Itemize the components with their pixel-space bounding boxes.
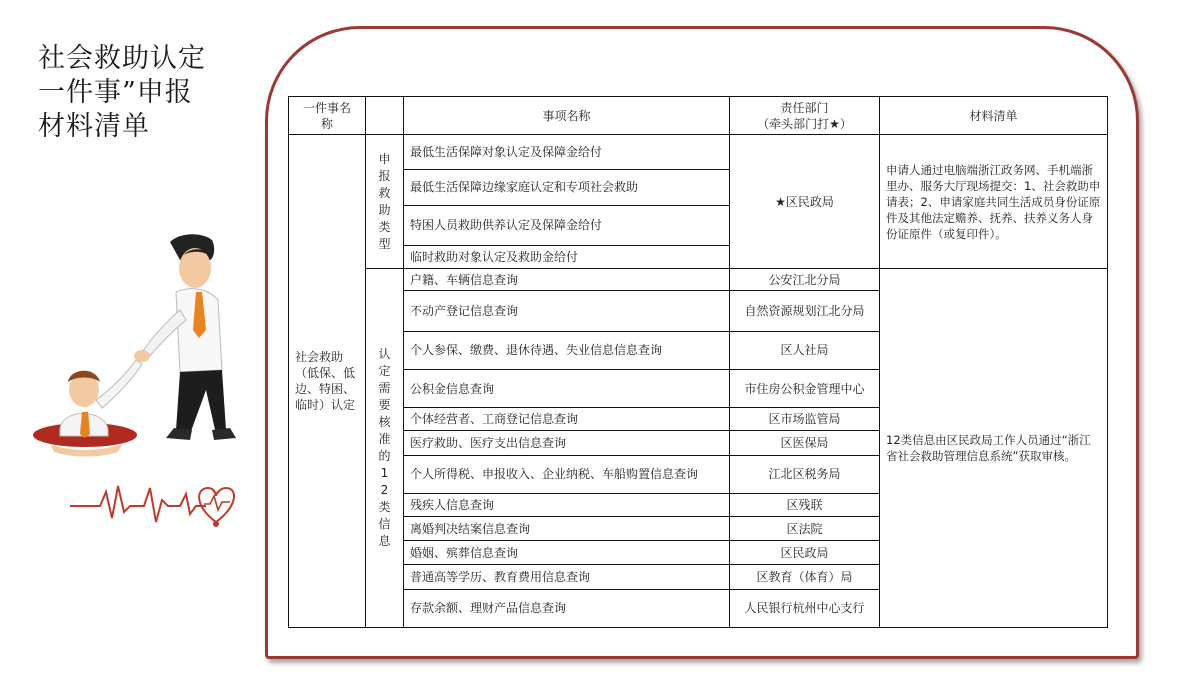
group1-item: 最低生活保障对象认定及保障金给付 xyxy=(404,135,730,169)
group1-item: 临时救助对象认定及救助金给付 xyxy=(404,246,730,269)
group1-item: 最低生活保障边缘家庭认定和专项社会救助 xyxy=(404,169,730,205)
group2-department: 区医保局 xyxy=(730,431,880,455)
table-row xyxy=(289,269,1108,291)
table-header-row xyxy=(289,97,1108,135)
group2-item: 医疗救助、医疗支出信息查询 xyxy=(404,431,730,455)
table-row xyxy=(289,135,1108,169)
header-department: 责任部门 （牵头部门打★） xyxy=(730,97,880,135)
group2-department: 自然资源规划江北分局 xyxy=(730,291,880,331)
group2-item: 普通高等学历、教育费用信息查询 xyxy=(404,565,730,589)
group2-item: 个人参保、缴费、退休待遇、失业信息信息查询 xyxy=(404,331,730,369)
group2-department: 区法院 xyxy=(730,517,880,541)
group1-label: 申报救助类型 xyxy=(366,135,404,269)
group2-item: 存款余额、理财产品信息查询 xyxy=(404,589,730,627)
group2-item: 离婚判决结案信息查询 xyxy=(404,517,730,541)
header-item-name: 事项名称 xyxy=(404,97,730,135)
group2-department: 区民政局 xyxy=(730,541,880,565)
group2-item: 不动产登记信息查询 xyxy=(404,291,730,331)
group2-department: 人民银行杭州中心支行 xyxy=(730,589,880,627)
group2-label: 认定需要核准的12类信息 xyxy=(366,269,404,628)
group2-item: 婚姻、殡葬信息查询 xyxy=(404,541,730,565)
group2-item: 残疾人信息查询 xyxy=(404,493,730,516)
group2-department: 市住房公积金管理中心 xyxy=(730,370,880,408)
header-category xyxy=(366,97,404,135)
helping-hand-illustration xyxy=(30,230,250,540)
header-matter-name: 一件事名 称 xyxy=(289,97,366,135)
header-materials: 材料清单 xyxy=(880,97,1108,135)
matter-name-cell: 社会救助（低保、低边、特困、临时）认定 xyxy=(289,135,366,628)
man-helping-icon xyxy=(134,234,236,440)
group2-department: 区残联 xyxy=(730,493,880,516)
group2-item: 公积金信息查询 xyxy=(404,370,730,408)
materials-table xyxy=(288,96,1108,628)
group2-item: 个体经营者、工商登记信息查询 xyxy=(404,408,730,431)
group2-materials: 12类信息由区民政局工作人员通过“浙江省社会救助管理信息系统”获取审核。 xyxy=(880,269,1108,628)
group2-department: 区教育（体育）局 xyxy=(730,565,880,589)
group1-materials: 申请人通过电脑端浙江政务网、手机端浙里办、服务大厅现场提交：1、社会救助申请表；2、申请家庭共同生活成员身份证原件及其他法定赡养、抚养、扶养义务人身份证原件（或复印件）。 xyxy=(880,135,1108,269)
page-title: 社会救助认定 一件事”申报 材料清单 xyxy=(38,43,206,142)
man-in-hole-icon xyxy=(33,360,142,457)
group2-department: 区人社局 xyxy=(730,331,880,369)
group1-department: ★区民政局 xyxy=(730,135,880,269)
heartbeat-line-icon xyxy=(70,486,206,522)
heart-icon xyxy=(199,488,234,527)
group2-department: 区市场监管局 xyxy=(730,408,880,431)
group2-item: 户籍、车辆信息查询 xyxy=(404,269,730,291)
group2-item: 个人所得税、申报收入、企业纳税、车船购置信息查询 xyxy=(404,455,730,493)
group1-item: 特困人员救助供养认定及保障金给付 xyxy=(404,205,730,245)
group2-department: 江北区税务局 xyxy=(730,455,880,493)
group2-department: 公安江北分局 xyxy=(730,269,880,291)
